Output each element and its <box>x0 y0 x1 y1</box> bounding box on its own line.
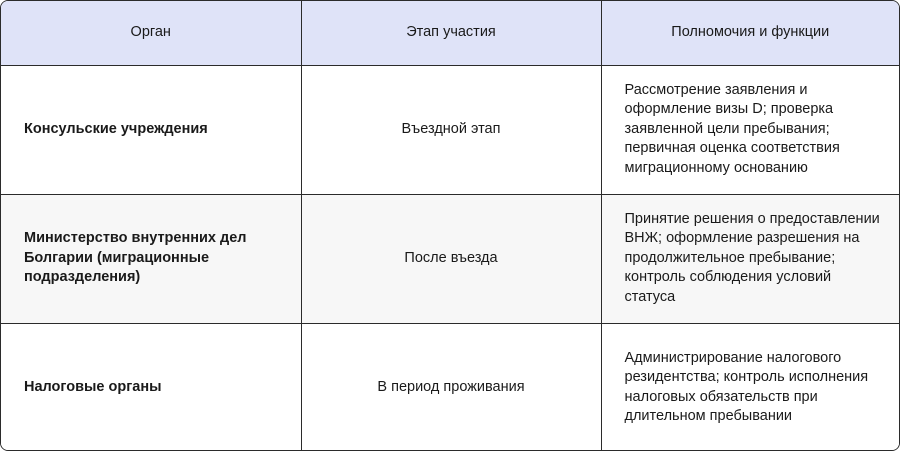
table-header-row <box>1 1 899 65</box>
cell-stage: Въездной этап <box>301 65 601 194</box>
cell-organ: Налоговые органы <box>1 323 301 451</box>
header-stage: Этап участия <box>301 1 601 65</box>
authorities-table <box>1 1 899 451</box>
table-row <box>1 194 899 323</box>
header-organ: Орган <box>1 1 301 65</box>
cell-powers: Принятие решения о предоставлении ВНЖ; оформление разрешения на продолжительное пребывание; контроль соблюдения условий статуса <box>601 194 899 323</box>
cell-powers: Администрирование налогового резидентства; контроль исполнения налоговых обязательств при длительном пребывании <box>601 323 899 451</box>
cell-stage: После въезда <box>301 194 601 323</box>
table-row <box>1 323 899 451</box>
cell-organ: Консульские учреждения <box>1 65 301 194</box>
header-powers: Полномочия и функции <box>601 1 899 65</box>
table-row <box>1 65 899 194</box>
cell-powers: Рассмотрение заявления и оформление визы D; проверка заявленной цели пребывания; первичная оценка соответствия миграционному основанию <box>601 65 899 194</box>
cell-organ: Министерство внутренних дел Болгарии (миграционные подразделения) <box>1 194 301 323</box>
cell-stage: В период проживания <box>301 323 601 451</box>
